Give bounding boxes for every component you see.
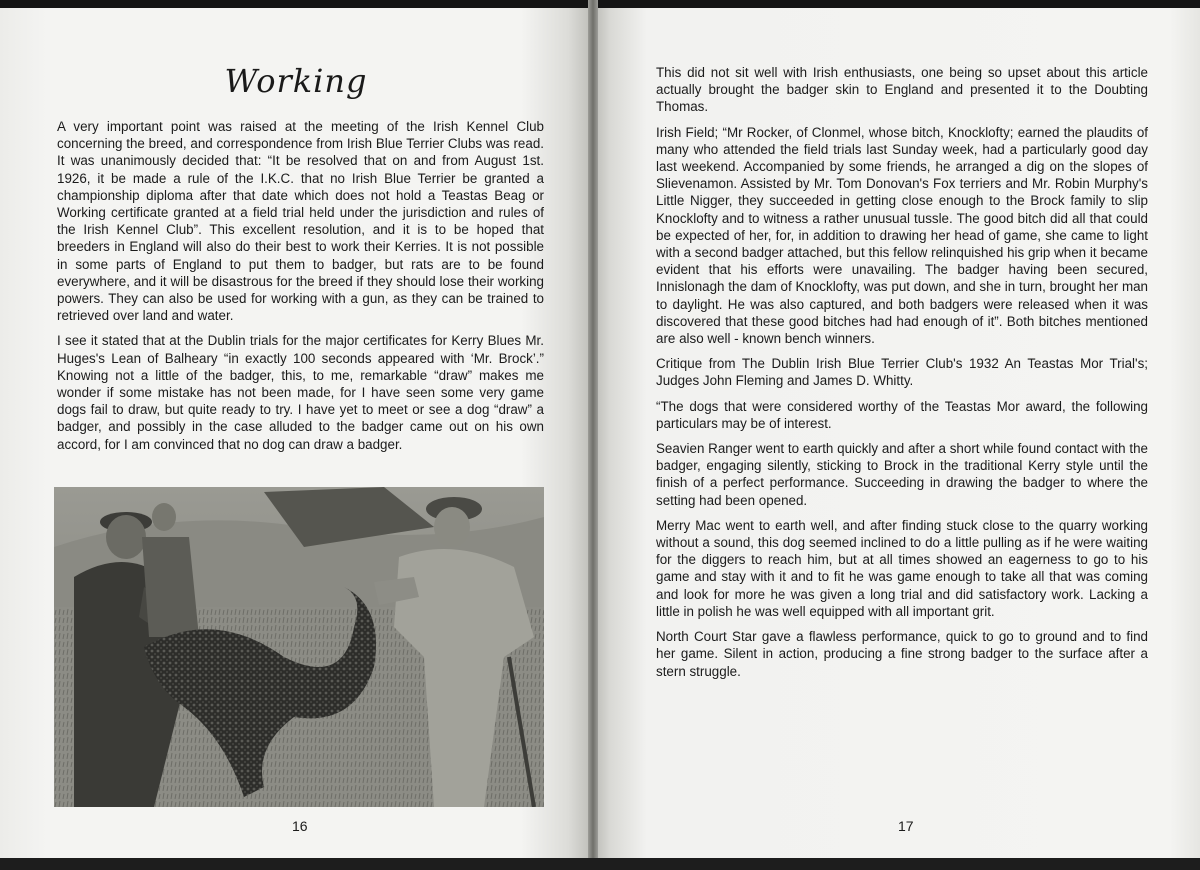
right-page-text: [656, 64, 1148, 688]
badger-photo: [54, 487, 544, 807]
paragraph: I see it stated that at the Dublin trials for the major certificates for Kerry Blues Mr. Huges's Lean of Balheary “in exactly 100 seconds appeared with ‘Mr. Brock’.” Knowing not a little of the badger, this, to me, remarkable “draw” makes me wonder if some mistake has not been made, for I have seen some very game dogs fail to draw, but quite ready to try. I have yet to meet or see a dog “draw” a badger, and possibly in the case alluded to the badger came out on his own accord, for I am convinced that no dog can draw a badger.: [57, 333, 544, 452]
page-number-right: 17: [898, 818, 914, 834]
paragraph: Merry Mac went to earth well, and after finding stuck close to the quarry working without a sound, this dog seemed inclined to do a little pulling as if he were waiting for the diggers to reach him, but at all times showed an eagerness to go to his game and stay with it and to fit he was game enough to take all that was coming and look for more he was given a long trial and did satisfactory work. Lacking a little in polish he was well equipped with all important grit.: [656, 517, 1148, 619]
left-page-text: [57, 118, 544, 461]
paragraph: Irish Field; “Mr Rocker, of Clonmel, whose bitch, Knocklofty; earned the plaudits of many who attended the field trials last Sunday week, had a particularly good day last weekend. Accompanied by some friends, he arranged a dig on the slopes of Slievenamon. Assisted by Mr. Tom Donovan's Fox terriers and Mr. Robin Murphy's Little Nigger, they succeeded in getting close enough to the Brock family to slip Knocklofty and to witness a rather unusual tussle. The good bitch did all that could be expected of her, for, in addition to drawing her head of game, she came to light with a second badger attached, but this fellow relinquished his grip when it became evident that his efforts were unavailing. The badger having been secured, Innislonagh the dam of Knocklofty, was put down, and she in turn, brought her man to daylight. He was also captured, and both badgers were released when it was discovered that these good bitches had had enough of it”. Both bitches mentioned are also well - known bench winners.: [656, 124, 1148, 347]
page-number-left: 16: [292, 818, 308, 834]
paragraph: Critique from The Dublin Irish Blue Terrier Club's 1932 An Teastas Mor Trial's; Judges John Fleming and James D. Whitty.: [656, 356, 1148, 389]
paragraph: Seavien Ranger went to earth quickly and after a short while found contact with the badger, engaging silently, sticking to Brock in the traditional Kerry style until the finish of a perfect performance. Succeeding in drawing the badger to where the setting had been opened.: [656, 441, 1148, 508]
scan-bottom-edge: [0, 858, 1200, 870]
page-title: Working: [224, 62, 368, 100]
paragraph: “The dogs that were considered worthy of the Teastas Mor award, the following particulars may be of interest.: [656, 398, 1148, 431]
paragraph: This did not sit well with Irish enthusiasts, one being so upset about this article actually brought the badger skin to England and presented it to the Doubting Thomas.: [656, 65, 1148, 115]
paragraph: A very important point was raised at the meeting of the Irish Kennel Club concerning the breed, and correspondence from Irish Blue Terrier Clubs was read. It was unanimously decided that: “It be resolved that on and from August 1st. 1926, it be made a rule of the I.K.C. that no Irish Blue Terrier be granted a championship diploma after that date which does not hold a Teastas Beag or Working certificate granted at a field trial held under the jurisdiction and rules of the Irish Kennel Club”. This excellent resolution, and it is to be hoped that breeders in England will also do their best to work their Kerries. It is not possible in some parts of England to put them to badger, but rats are to be found everywhere, and it will be disastrous for the breed if they should lose their working powers. They can also be used for working with a gun, as they can be trained to retrieved over land and water.: [57, 119, 544, 324]
paragraph: North Court Star gave a flawless performance, quick to go to ground and to find her game. Silent in action, producing a fine strong badger to the surface after a stern struggle.: [656, 629, 1148, 679]
book-gutter: [588, 0, 598, 870]
photo-illustration: [54, 487, 544, 807]
